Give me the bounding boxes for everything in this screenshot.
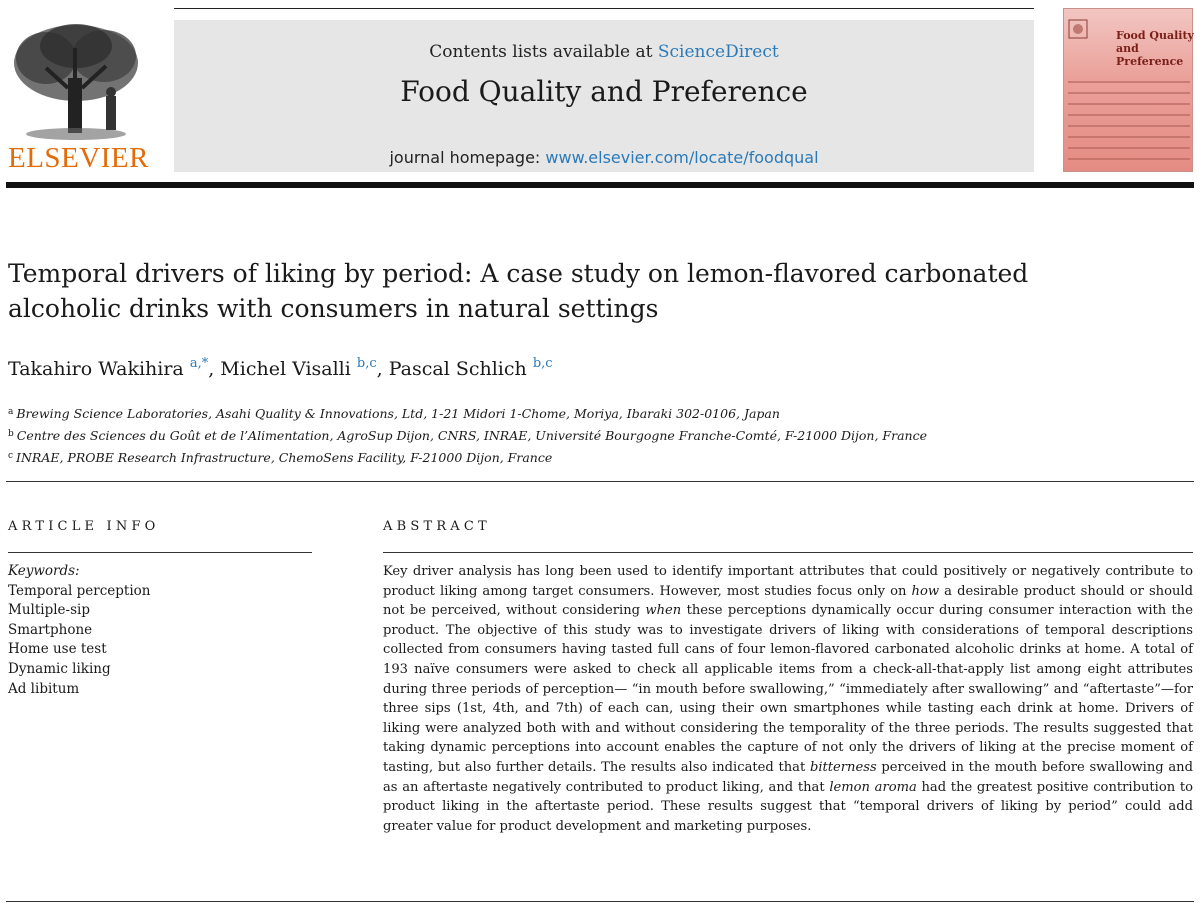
keyword-item: Smartphone <box>8 621 93 638</box>
section-divider <box>6 481 1194 482</box>
contents-prefix: Contents lists available at <box>429 42 658 62</box>
cover-emblem-icon <box>1068 19 1112 41</box>
journal-homepage-link[interactable]: www.elsevier.com/locate/foodqual <box>545 148 819 167</box>
author-name[interactable]: Takahiro Wakihira <box>8 358 184 380</box>
abstract-segment: these perceptions dynamically occur during consumer interaction with the product. The objective of this study was to investigate drivers of liking with considerations of temporal descriptions collected from consumers having tasted full cans of four lemon-flavored carbonated alcoholic drinks at home. A total of 193 naïve consumers were asked to check all applicable items from a check-all-that-apply list among eight attributes during three periods of perception— “in mouth before swallowing,” “immediately after swallowing” and “aftertaste”—for three sips (1st, 4th, and 7th) of each can, using their own smartphones while tasting each drink at home. Drivers of liking were analyzed both with and without considering the temporality of the three periods. The results suggested that taking dynamic perceptions into account enables the capture of not only the drivers of liking at the precise moment of tasting, but also further details. The results also indicated that <box>383 603 1193 775</box>
affiliation-item <box>8 446 1108 468</box>
affiliation-mark: c <box>8 451 14 461</box>
keywords-label: Keywords: <box>8 563 80 579</box>
journal-name: Food Quality and Preference <box>400 75 808 108</box>
affiliation-text: Brewing Science Laboratories, Asahi Quality & Innovations, Ltd, 1-21 Midori 1-Chome, Moriya, Ibaraki 302-0106, Japan <box>16 406 780 421</box>
cover-title: Food Quality and Preference <box>1116 29 1194 68</box>
affiliation-mark: a <box>8 407 14 417</box>
elsevier-logo[interactable] <box>6 18 149 174</box>
article-info-heading: ARTICLE INFO <box>8 519 160 534</box>
keyword-item: Ad libitum <box>8 680 80 697</box>
cover-contents-lines <box>1068 81 1190 169</box>
affiliation-item <box>8 424 1108 446</box>
affiliation-text: INRAE, PROBE Research Infrastructure, ChemoSens Facility, F-21000 Dijon, France <box>16 450 553 465</box>
abstract-emphasis: how <box>911 583 940 599</box>
author-affil-marks[interactable]: b,c <box>356 356 377 371</box>
author-name[interactable]: Michel Visalli <box>220 358 351 380</box>
affiliation-mark: b <box>8 429 14 439</box>
abstract-emphasis: lemon aroma <box>829 779 917 795</box>
abstract-text <box>383 562 1193 836</box>
journal-cover-thumbnail[interactable] <box>1063 8 1193 172</box>
abstract-segment: perceived in the mouth before swallowing and as an aftertaste negatively contributed to product liking, and that <box>383 759 1193 795</box>
author-name[interactable]: Pascal Schlich <box>388 358 527 380</box>
affiliation-item <box>8 402 1108 424</box>
contents-line <box>174 42 1034 62</box>
abstract-segment: Key driver analysis has long been used to identify important attributes that could positively or negatively contribute to product liking among target consumers. However, most studies focus only on <box>383 564 1193 599</box>
keyword-item: Home use test <box>8 641 107 658</box>
bottom-divider <box>6 901 1194 902</box>
keyword-item: Dynamic liking <box>8 660 111 677</box>
homepage-line <box>174 148 1034 167</box>
abstract-emphasis: bitterness <box>809 759 877 775</box>
tree-icon <box>6 18 146 143</box>
author-affil-marks[interactable]: a,* <box>189 356 209 371</box>
homepage-prefix: journal homepage: <box>389 148 546 167</box>
affiliations <box>8 402 1108 468</box>
author-affil-marks[interactable]: b,c <box>532 356 553 371</box>
header-top-rule <box>174 8 1034 9</box>
affiliation-text: Centre des Sciences du Goût et de l’Alimentation, AgroSup Dijon, CNRS, INRAE, Université Bourgogne Franche-Comté, F-21000 Dijon, France <box>16 428 927 443</box>
header-divider <box>6 182 1194 188</box>
publisher-name: ELSEVIER <box>8 142 149 174</box>
article-info-rule <box>8 552 312 553</box>
abstract-segment: a desirable product should or should not be perceived, without considering <box>383 583 1194 619</box>
abstract-segment: had the greatest positive contribution to product liking in the aftertaste period. These results suggest that “temporal drivers of liking by period” could add greater value for product development and marketing purposes. <box>383 779 1193 834</box>
keyword-item: Temporal perception <box>8 582 151 599</box>
abstract-emphasis: when <box>645 603 682 619</box>
abstract-heading: ABSTRACT <box>383 519 491 534</box>
journal-header-band <box>174 20 1034 172</box>
sciencedirect-link[interactable]: ScienceDirect <box>657 42 779 62</box>
keywords-block <box>8 562 308 699</box>
abstract-rule <box>383 552 1193 553</box>
article-title: Temporal drivers of liking by period: A case study on lemon-flavored carbonated alcoholic drinks with consumers in natural settings <box>8 259 1029 323</box>
keyword-item: Multiple-sip <box>8 602 90 619</box>
author-list: Takahiro Wakihira $^{a,*}$, Michel Visalli $^{b,c}$, Pascal Schlich $^{b,c}$ <box>8 356 553 380</box>
